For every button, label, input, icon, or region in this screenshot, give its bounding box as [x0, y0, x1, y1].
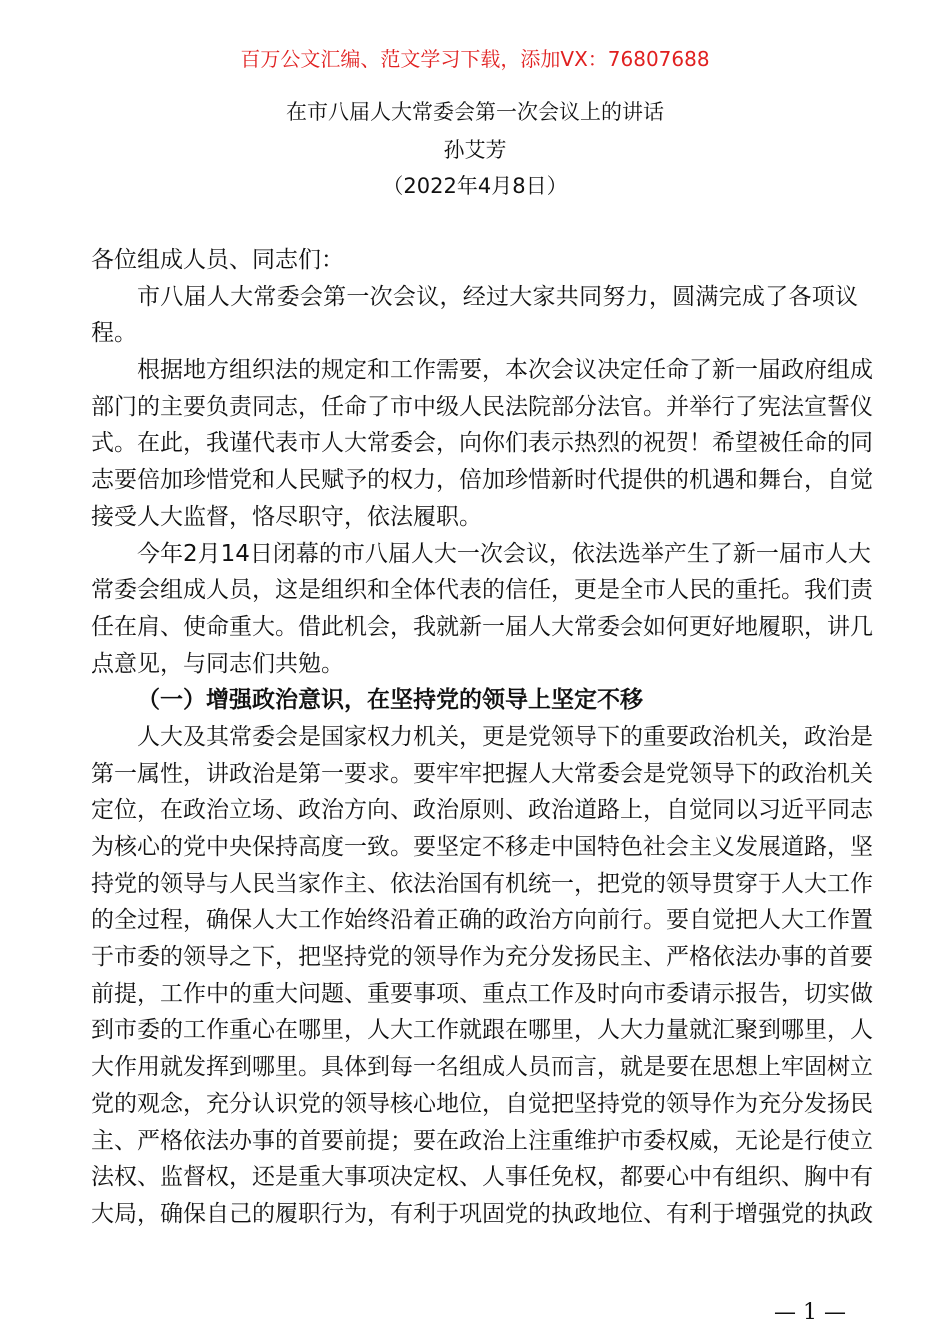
text-line: 为核心的党中央保持高度一致。要坚定不移走中国特色社会主义发展道路，坚	[91, 834, 873, 860]
date: （2022年4月8日）	[382, 174, 568, 198]
text-line: 任在肩、使命重大。借此机会，我就新一届人大常委会如何更好地履职，讲几	[91, 613, 873, 640]
text-line: 今年2月14日闭幕的市八届人大一次会议，依法选举产生了新一届市人大	[137, 540, 871, 567]
text-line: 式。在此，我谨代表市人大常委会，向你们表示热烈的祝贺！希望被任命的同	[91, 430, 873, 457]
page-number: — 1 —	[774, 1300, 846, 1325]
text-line: 第一属性，讲政治是第一要求。要牢牢把握人大常委会是党领导下的政治机关	[91, 760, 873, 787]
text-line: 党的观念，充分认识党的领导核心地位，自觉把坚持党的领导作为充分发扬民	[91, 1090, 873, 1117]
text-line: 常委会组成人员，这是组织和全体代表的信任，更是全市人民的重托。我们责	[91, 577, 873, 604]
text-line: 志要倍加珍惜党和人民赋予的权力，倍加珍惜新时代提供的机遇和舞台，自觉	[91, 467, 873, 494]
text-line: 市八届人大常委会第一次会议，经过大家共同努力，圆满完成了各项议	[137, 283, 858, 310]
text-line: 到市委的工作重心在哪里，人大工作就跟在哪里，人大力量就汇聚到哪里，人	[91, 1017, 873, 1044]
text-line: 根据地方组织法的规定和工作需要，本次会议决定任命了新一届政府组成	[137, 357, 873, 384]
text-line: 大局，确保自己的履职行为，有利于巩固党的执政地位、有利于增强党的执政	[91, 1200, 873, 1227]
author: 孙艾芳	[443, 138, 507, 162]
text-line: 法权、监督权，还是重大事项决定权、人事任免权，都要心中有组织、胸中有	[91, 1164, 873, 1191]
text-line: 定位，在政治立场、政治方向、政治原则、政治道路上，自觉同以习近平同志	[91, 797, 873, 824]
text-line: 点意见，与同志们共勉。	[91, 650, 344, 677]
text-line: 接受人大监督，恪尽职守，依法履职。	[91, 503, 482, 530]
text-line: 的全过程，确保人大工作始终沿着正确的政治方向前行。要自觉把人大工作置	[91, 907, 873, 934]
text-line: 人大及其常委会是国家权力机关，更是党领导下的重要政治机关，政治是	[137, 723, 873, 750]
text-line: 大作用就发挥到哪里。具体到每一名组成人员而言，就是要在思想上牢固树立	[91, 1054, 873, 1081]
text-line: 于市委的领导之下，把坚持党的领导作为充分发扬民主、严格依法办事的首要	[91, 944, 873, 971]
text-line: 程。	[91, 320, 137, 347]
section-heading: （一）增强政治意识，在坚持党的领导上坚定不移	[137, 687, 643, 714]
document-body	[91, 242, 873, 1233]
watermark-banner: 百万公文汇编、范文学习下载，添加VX：76807688	[240, 47, 710, 71]
text-line: 持党的领导与人民当家作主、依法治国有机统一，把党的领导贯穿于人大工作	[91, 870, 873, 897]
text-line: 前提，工作中的重大问题、重要事项、重点工作及时向市委请示报告，切实做	[91, 980, 873, 1007]
text-line: 主、严格依法办事的首要前提；要在政治上注重维护市委权威，无论是行使立	[91, 1127, 873, 1154]
document-title: 在市八届人大常委会第一次会议上的讲话	[286, 100, 664, 124]
text-line: 部门的主要负责同志，任命了市中级人民法院部分法官。并举行了宪法宣誓仪	[91, 393, 873, 420]
text-line: 各位组成人员、同志们：	[91, 247, 344, 273]
